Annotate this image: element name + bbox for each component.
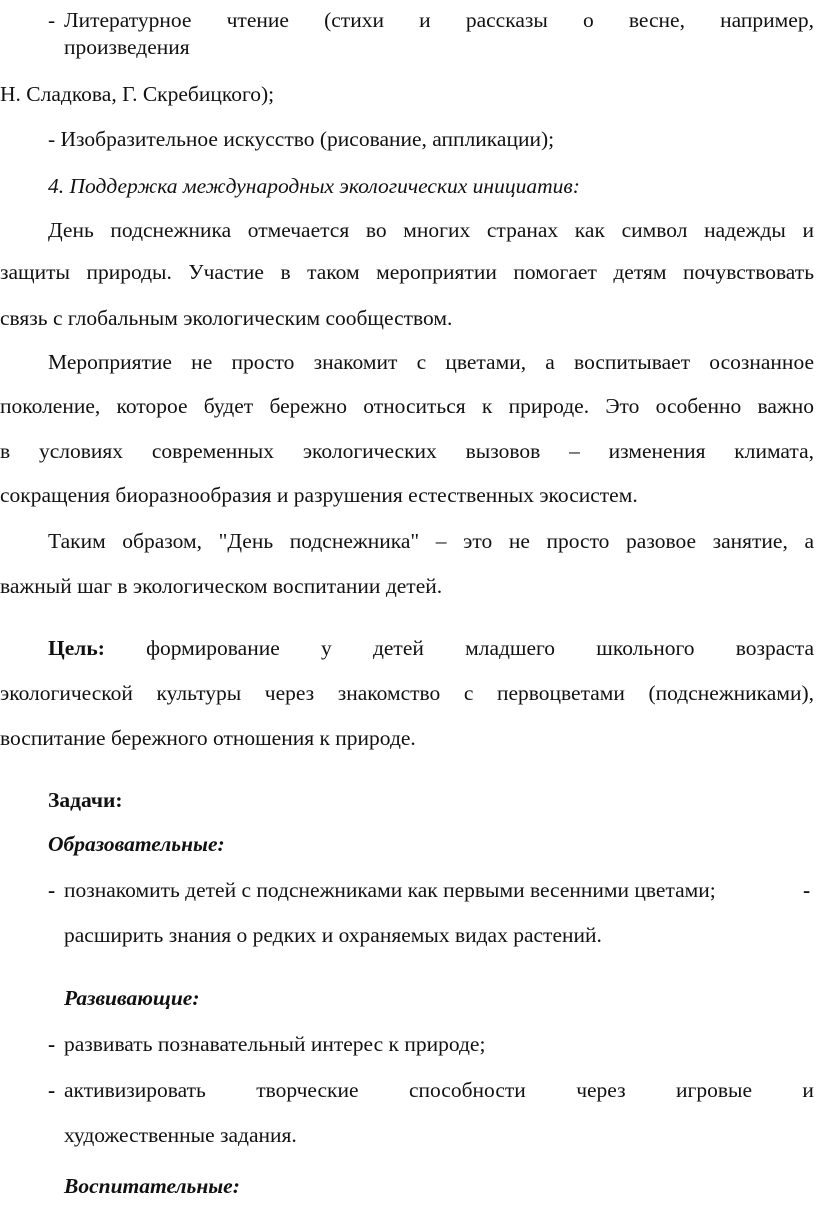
word: и — [419, 8, 431, 32]
developing-item1: развивать познавательный интерес к природе; — [64, 1032, 486, 1056]
developing-item2-line1 — [64, 1080, 814, 1102]
bullet-dash: - — [48, 1032, 56, 1056]
word: через — [576, 1078, 626, 1102]
goal-line1 — [48, 638, 814, 660]
word: школьного — [596, 636, 695, 660]
para-snowdrop-line1: День подснежника отмечается во многих странах как символ надежды и — [48, 218, 814, 242]
para-snowdrop-line3: связь с глобальным экологическим сообществом. — [0, 306, 453, 330]
para-event-line3 — [0, 441, 814, 463]
bullet-dash: - — [48, 8, 56, 32]
para-summary-line2: важный шаг в экологическом воспитании детей. — [0, 574, 443, 598]
word: рассказы — [465, 8, 548, 32]
word: и — [802, 1078, 814, 1102]
word: изменения — [608, 439, 706, 463]
educational-line2: расширить знания о редких и охраняемых видах растений. — [64, 923, 602, 947]
bullet-art: - Изобразительное искусство (рисование, аппликации); — [48, 127, 555, 151]
bullet-dash: - — [48, 878, 56, 902]
word: возраста — [735, 636, 814, 660]
word: в — [0, 439, 11, 463]
word: активизировать — [64, 1078, 206, 1102]
word: Литературное — [64, 8, 192, 32]
upbringing-heading: Воспитательные: — [64, 1174, 240, 1198]
word: например, — [720, 8, 814, 32]
word: условиях — [38, 439, 124, 463]
bullet-literary-line2: произведения — [64, 35, 190, 59]
word: чтение — [226, 8, 289, 32]
goal-label: Цель: — [48, 636, 105, 660]
word: весне, — [628, 8, 685, 32]
goal-line2: экологической культуры через знакомство с первоцветами (подснежниками), — [0, 681, 814, 705]
word: экологических — [302, 439, 437, 463]
para-summary-line1: Таким образом, "День подснежника" – это не просто разовое занятие, а — [48, 529, 814, 553]
section-heading: 4. Поддержка международных экологических инициатив: — [48, 174, 580, 198]
tasks-heading: Задачи: — [48, 788, 123, 812]
word: о — [582, 8, 594, 32]
educational-heading: Образовательные: — [48, 832, 225, 856]
para-event-line2: поколение, которое будет бережно относиться к природе. Это особенно важно — [0, 394, 814, 418]
bullet-dash: - — [803, 878, 811, 902]
word: детей — [372, 636, 424, 660]
goal-line3: воспитание бережного отношения к природе. — [0, 726, 416, 750]
word: климата, — [734, 439, 814, 463]
word: младшего — [465, 636, 556, 660]
word: формирование — [146, 636, 280, 660]
para-snowdrop-line2: защиты природы. Участие в таком мероприятии помогает детям почувствовать — [0, 260, 814, 284]
word: – — [569, 439, 580, 463]
word: вызовов — [465, 439, 541, 463]
word: современных — [151, 439, 274, 463]
word: игровые — [676, 1078, 752, 1102]
bullet-literary-line1 — [64, 10, 814, 32]
word: (стихи — [324, 8, 384, 32]
developing-item2-line2: художественные задания. — [64, 1123, 297, 1147]
para-event-line4: сокращения биоразнообразия и разрушения естественных экосистем. — [0, 483, 638, 507]
para-event-line1: Мероприятие не просто знакомит с цветами, а воспитывает осознанное — [48, 350, 814, 374]
developing-heading: Развивающие: — [64, 986, 200, 1010]
educational-line1: познакомить детей с подснежниками как первыми весенними цветами; — [64, 878, 716, 902]
bullet-dash: - — [48, 1078, 56, 1102]
word: творческие — [256, 1078, 359, 1102]
word: способности — [408, 1078, 526, 1102]
word: у — [320, 636, 332, 660]
bullet-literary-line3: Н. Сладкова, Г. Скребицкого); — [0, 82, 275, 106]
